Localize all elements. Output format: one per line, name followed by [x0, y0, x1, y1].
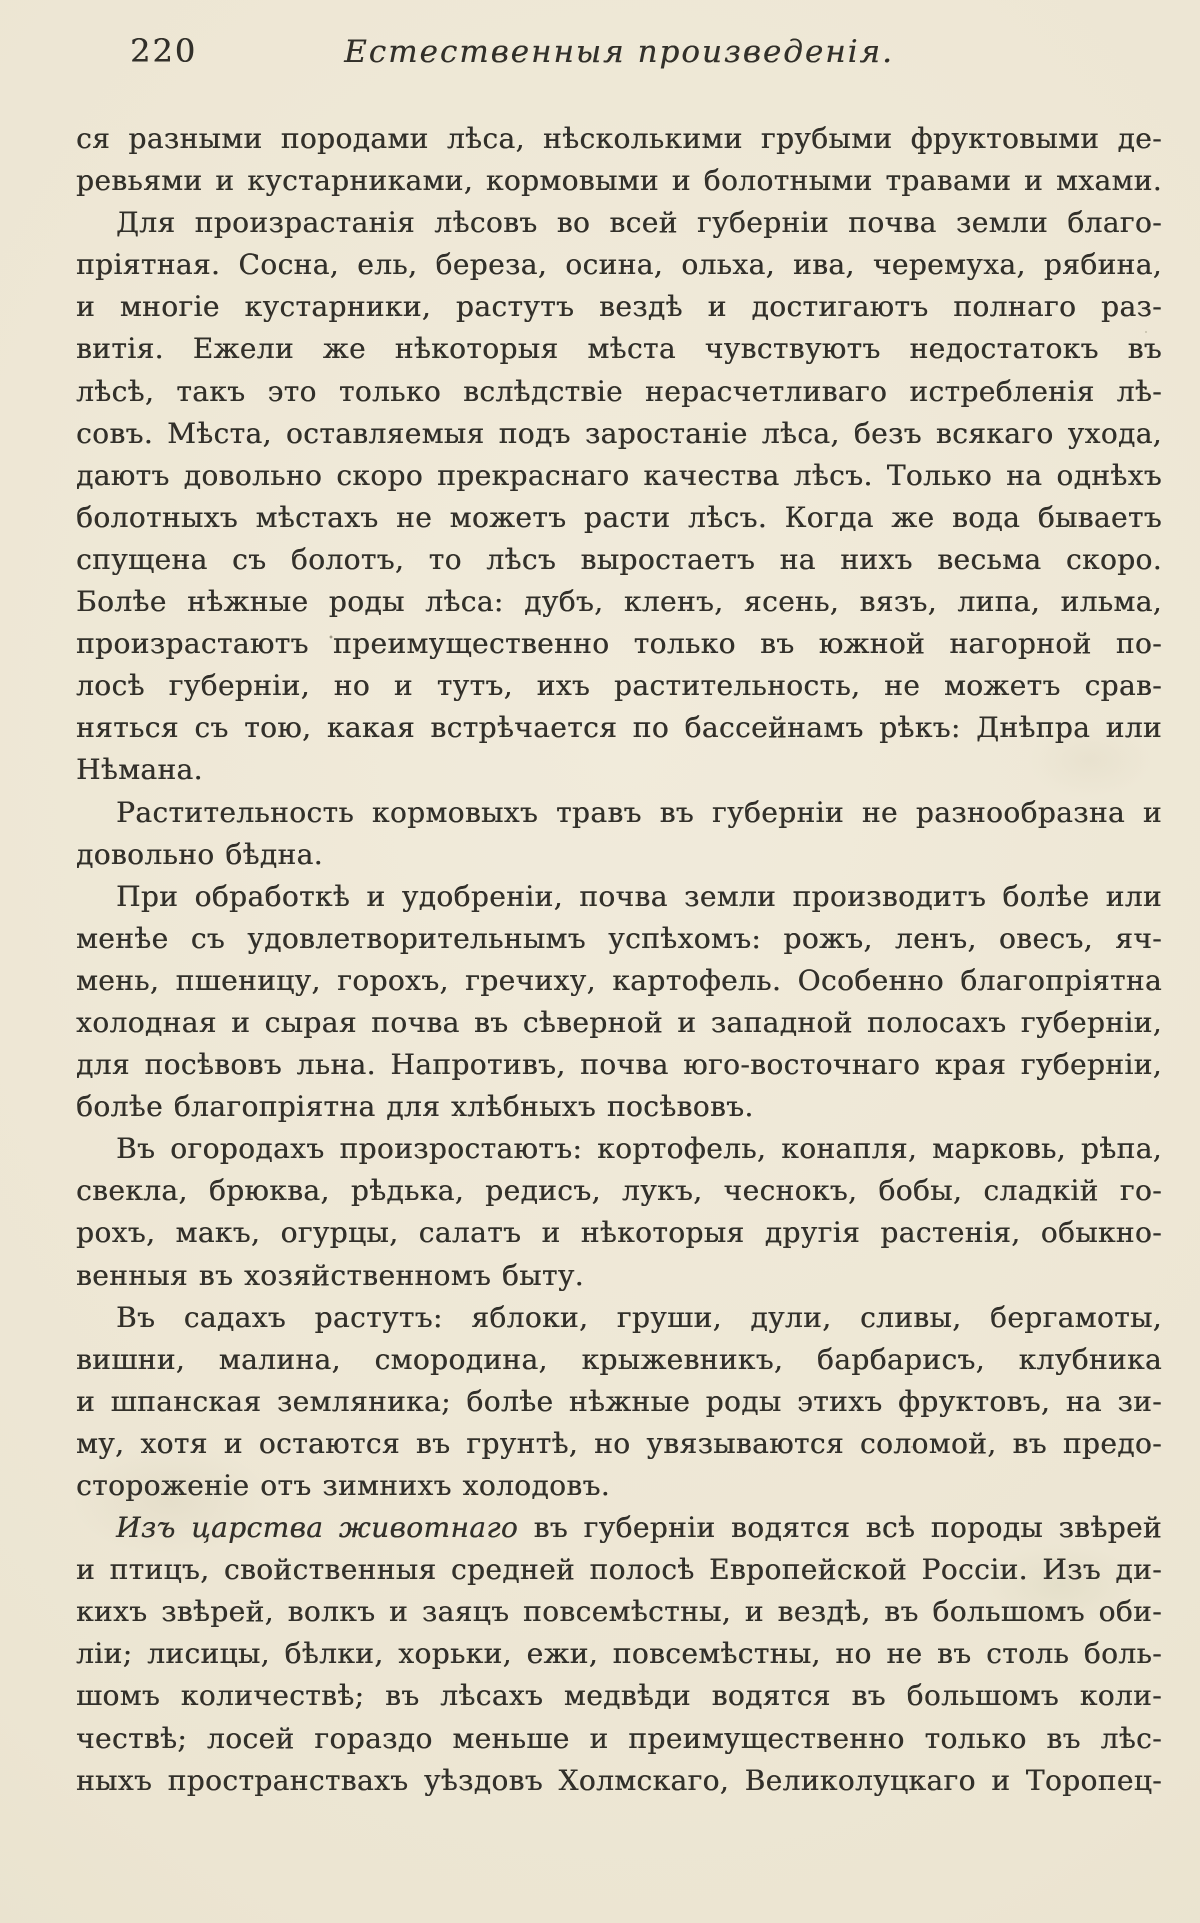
- text-line: Въ огородахъ произростаютъ: кортофель, конапля, марковь, рѣпа,: [116, 1132, 1162, 1166]
- running-title: Естественныя произведенія.: [344, 34, 894, 70]
- text-line: рохъ, макъ, огурцы, салатъ и нѣкоторыя другія растенія, обыкно-: [76, 1216, 1162, 1250]
- text-line: При обработкѣ и удобреніи, почва земли производитъ болѣе или: [116, 879, 1162, 913]
- text-line: шомъ количествѣ; въ лѣсахъ медвѣди водятся въ большомъ коли-: [76, 1679, 1162, 1713]
- text-line: ліи; лисицы, бѣлки, хорьки, ежи, повсемѣстны, но не въ столь боль-: [76, 1637, 1162, 1671]
- text-line: болѣе благопріятна для хлѣбныхъ посѣвовъ.: [76, 1090, 754, 1124]
- text-line: витія. Ежели же нѣкоторыя мѣста чувствуютъ недостатокъ въ: [76, 332, 1162, 366]
- text-line: венныя въ хозяйственномъ быту.: [76, 1258, 584, 1292]
- text-line: даютъ довольно скоро прекраснаго качества лѣсъ. Только на однѣхъ: [76, 458, 1162, 492]
- text-line: лосѣ губерніи, но и тутъ, ихъ растительность, не можетъ срав-: [76, 669, 1162, 703]
- text-line: Болѣе нѣжные роды лѣса: дубъ, кленъ, ясень, вязъ, липа, ильма,: [76, 585, 1162, 619]
- text-line: мень, пшеницу, горохъ, гречиху, картофель. Особенно благопріятна: [76, 963, 1162, 997]
- text-line: Растительность кормовыхъ травъ въ губерніи не разнообразна и: [116, 795, 1162, 829]
- text-line: спущена съ болотъ, то лѣсъ выростаетъ на нихъ весьма скоро.: [76, 542, 1162, 576]
- text-line: няться съ тою, какая встрѣчается по бассейнамъ рѣкъ: Днѣпра или: [76, 711, 1162, 745]
- text-line: Нѣмана.: [76, 753, 203, 787]
- text-line: произрастаютъ преимущественно только въ южной нагорной по-: [76, 627, 1162, 661]
- text-line: и шпанская земляника; болѣе нѣжные роды этихъ фруктовъ, на зи-: [76, 1384, 1162, 1418]
- text-line: ныхъ пространствахъ уѣздовъ Холмскаго, Великолуцкаго и Торопец-: [76, 1763, 1162, 1797]
- text-line: лѣсѣ, такъ это только вслѣдствіе нерасчетливаго истребленія лѣ-: [76, 374, 1162, 408]
- text-line: вишни, малина, смородина, крыжевникъ, барбарисъ, клубника: [76, 1342, 1162, 1376]
- text-line: совъ. Мѣста, оставляемыя подъ заростаніе лѣса, безъ всякаго ухода,: [76, 416, 1162, 450]
- text-line: довольно бѣдна.: [76, 837, 323, 871]
- text-line: кихъ звѣрей, волкъ и заяцъ повсемѣстны, и вездѣ, въ большомъ оби-: [76, 1595, 1162, 1629]
- text-line: ся разными породами лѣса, нѣсколькими грубыми фруктовыми де-: [76, 122, 1162, 155]
- text-line: чествѣ; лосей гораздо меньше и преимущественно только въ лѣс-: [76, 1721, 1162, 1755]
- page-body: [76, 118, 1162, 1802]
- text-line: му, хотя и остаются въ грунтѣ, но увязываются соломой, въ предо-: [76, 1426, 1162, 1460]
- italic-phrase: Изъ царства животнаго: [116, 1511, 519, 1545]
- text-line: свекла, брюква, рѣдька, редисъ, лукъ, чеснокъ, бобы, сладкій го-: [76, 1174, 1162, 1208]
- page-header: [0, 0, 1200, 90]
- text-line: менѣе съ удовлетворительнымъ успѣхомъ: рожъ, ленъ, овесъ, яч-: [76, 921, 1162, 955]
- text-line: и многіе кустарники, растутъ вездѣ и достигаютъ полнаго раз-: [76, 290, 1162, 324]
- text-line: и птицъ, свойственныя средней полосѣ Европейской Россіи. Изъ ди-: [76, 1553, 1162, 1587]
- text-line: болотныхъ мѣстахъ не можетъ расти лѣсъ. Когда же вода бываетъ: [76, 500, 1162, 534]
- text-line: пріятная. Сосна, ель, береза, осина, ольха, ива, черемуха, рябина,: [76, 248, 1162, 282]
- page-number: 220: [130, 32, 198, 70]
- text-line: холодная и сырая почва въ сѣверной и западной полосахъ губерніи,: [76, 1005, 1162, 1039]
- text-line: Для произрастанія лѣсовъ во всей губерніи почва земли благо-: [116, 206, 1162, 240]
- text-line: Изъ царства животнаго въ губерніи водятся всѣ породы звѣрей: [116, 1511, 1162, 1545]
- text-line: для посѣвовъ льна. Напротивъ, почва юго-восточнаго края губерніи,: [76, 1048, 1162, 1082]
- text-line: стороженіе отъ зимнихъ холодовъ.: [76, 1469, 611, 1502]
- text-line: Въ садахъ растутъ: яблоки, груши, дули, сливы, бергамоты,: [116, 1300, 1162, 1334]
- text-line: ревьями и кустарниками, кормовыми и болотными травами и мхами.: [76, 164, 1162, 198]
